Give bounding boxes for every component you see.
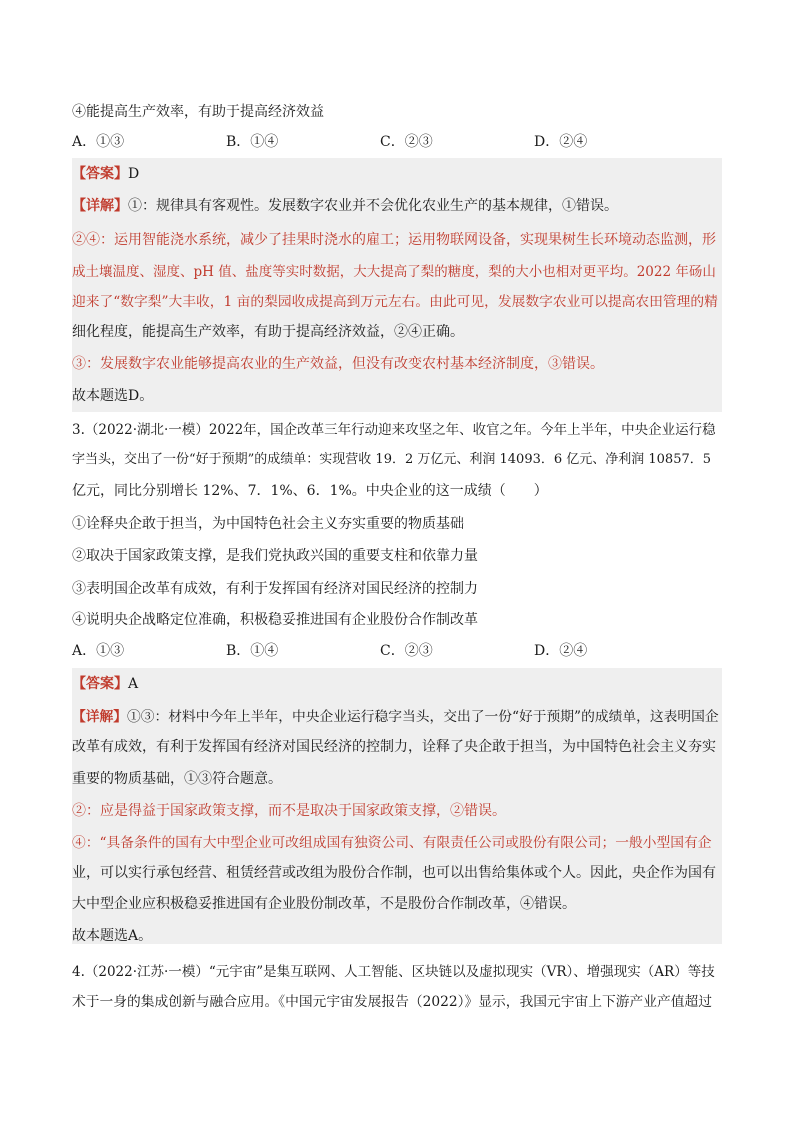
- q3-option-d: D．②④: [534, 643, 588, 659]
- q4-stem-line-1: 4.（2022·江苏·一模）“元宇宙”是集互联网、人工智能、区块链以及虚拟现实（VR）、增强现实（AR）等技: [72, 964, 715, 980]
- q2-detail-line-3: 成土壤温度、湿度、pH 值、盐度等实时数据，大大提高了梨的糖度，梨的大小也相对更平均。2022 年砀山: [72, 264, 716, 280]
- q3-stem-line-2: 字当头，交出了一份“好于预期”的成绩单：实现营收 19．2 万亿元、利润 14093．6 亿元、净利润 10857．5: [72, 452, 712, 467]
- q2-conclusion: 故本题选D。: [72, 388, 154, 404]
- q3-option-b: B．①④: [226, 643, 279, 659]
- q3-item-1: ①诠释央企敢于担当，为中国特色社会主义夯实重要的物质基础: [72, 516, 464, 532]
- q3-detail-line-2: 改革有成效，有利于发挥国有经济对国民经济的控制力，诠释了央企敢于担当，为中国特色社会主义夯实: [72, 739, 716, 755]
- q3-detail-line-6: 业，可以实行承包经营、租赁经营或改组为股份合作制，也可以出售给集体或个人。因此，央企作为国有: [72, 865, 716, 881]
- q2-detail-line-5: 细化程度，能提高生产效率，有助于提高经济效益，②④正确。: [72, 324, 464, 340]
- q3-detail-line-4: ②：应是得益于国家政策支撑，而不是取决于国家政策支撑，②错误。: [72, 803, 506, 819]
- q3-item-4: ④说明央企战略定位准确，积极稳妥推进国有企业股份合作制改革: [72, 612, 478, 628]
- q3-detail-line-7: 大中型企业应积极稳妥推进国有企业股份制改革，不是股份合作制改革，④错误。: [72, 896, 576, 912]
- answer-label: 【答案】: [72, 676, 128, 692]
- detail-label: 【详解】: [72, 198, 128, 214]
- answer-label: 【答案】: [72, 166, 128, 182]
- q3-conclusion: 故本题选A。: [72, 928, 153, 944]
- q2-option-c: C．②③: [380, 134, 433, 150]
- q3-item-2: ②取决于国家政策支撑，是我们党执政兴国的重要支柱和依靠力量: [72, 548, 478, 564]
- q3-stem-line-3: 亿元，同比分别增长 12%、7．1%、6．1%。中央企业的这一成绩（ ）: [72, 483, 548, 499]
- q3-detail-line-3: 重要的物质基础，①③符合题意。: [72, 771, 282, 787]
- answer-value: D: [128, 166, 140, 182]
- q2-option-a: A．①③: [72, 134, 125, 150]
- q3-detail-line-5: ④：“具备条件的国有大中型企业可改组成国有独资公司、有限责任公司或股份有限公司；一般小型国有企: [72, 835, 712, 851]
- detail-label: 【详解】: [72, 709, 128, 725]
- q3-item-3: ③表明国企改革有成效，有利于发挥国有经济对国民经济的控制力: [72, 581, 478, 597]
- q3-option-c: C．②③: [380, 643, 433, 659]
- q3-stem-line-1: 3.（2022·湖北·一模）2022年，国企改革三年行动迎来攻坚之年、收官之年。今年上半年，中央企业运行稳: [72, 422, 716, 438]
- q2-detail-line-2: ②④：运用智能浇水系统，减少了挂果时浇水的雇工；运用物联网设备，实现果树生长环境动态监测，形: [72, 232, 716, 248]
- q3-option-a: A．①③: [72, 643, 125, 659]
- q4-stem-line-2: 术于一身的集成创新与融合应用。《中国元宇宙发展报告（2022）》显示，我国元宇宙上下游产业产值超过: [72, 994, 712, 1010]
- q2-option-b: B．①④: [226, 134, 279, 150]
- q2-detail-line-1: 【详解】①：规律具有客观性。发展数字农业并不会优化农业生产的基本规律，①错误。: [72, 198, 618, 214]
- q3-detail-line-1: 【详解】①③：材料中今年上半年，中央企业运行稳字当头，交出了一份“好于预期”的成绩单，这表明国企: [72, 709, 719, 725]
- q2-item-4: ④能提高生产效率，有助于提高经济效益: [72, 104, 324, 120]
- q2-detail-line-6: ③：发展数字农业能够提高农业的生产效益，但没有改变农村基本经济制度，③错误。: [72, 356, 604, 372]
- q3-answer: [72, 674, 722, 694]
- q2-answer: [72, 164, 722, 184]
- q2-detail-line-4: 迎来了“数字梨”大丰收，1 亩的梨园收成提高到万元左右。由此可见，发展数字农业可以提高农田管理的精: [72, 294, 718, 310]
- answer-value: A: [128, 676, 139, 692]
- q2-option-d: D．②④: [534, 134, 588, 150]
